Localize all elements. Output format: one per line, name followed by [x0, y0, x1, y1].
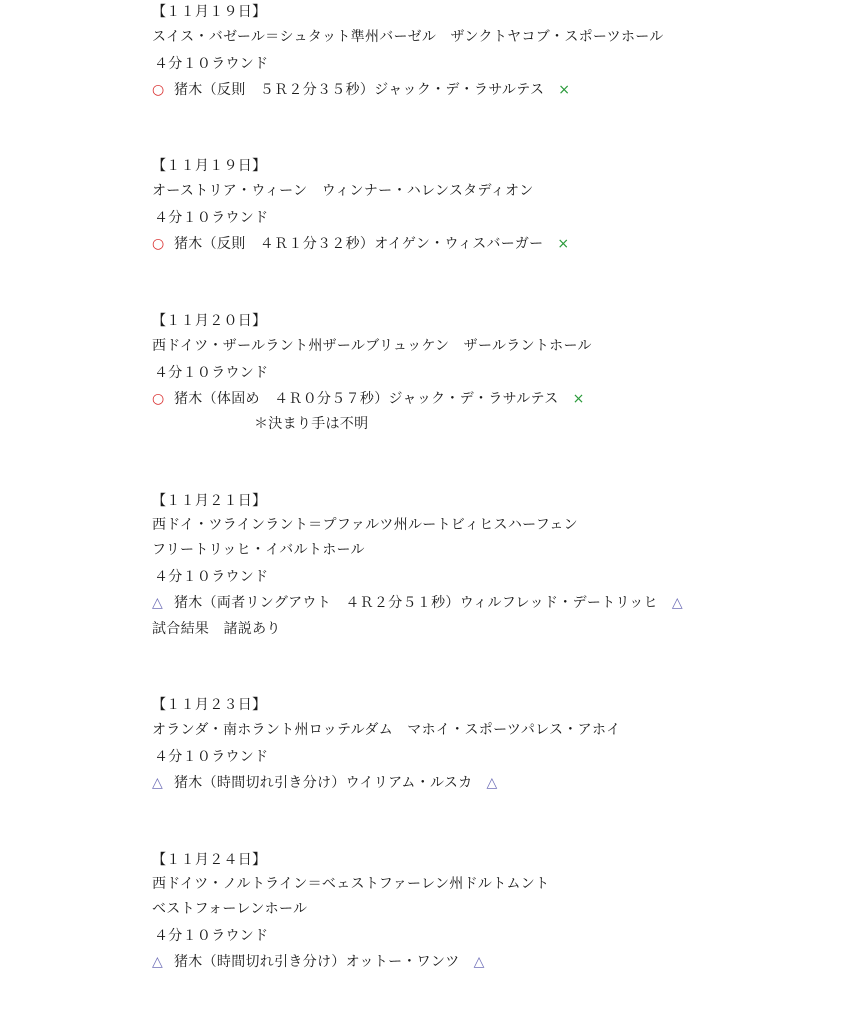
match-venue: ベストフォーレンホール	[152, 901, 308, 917]
match-rounds: ４分１０ラウンド	[154, 928, 269, 944]
result-text: 猪木（体固め ４Ｒ０分５７秒）ジャック・デ・ラサルテス	[174, 391, 559, 407]
match-note: 試合結果 諸説あり	[152, 621, 281, 637]
result-text: 猪木（時間切れ引き分け）オットー・ワンツ	[174, 954, 460, 970]
match-date: 【１１月２０日】	[152, 313, 267, 329]
match-venue: スイス・バゼール＝シュタット準州バーゼル ザンクトヤコブ・スポーツホール	[152, 29, 664, 45]
win-mark-icon: ○	[152, 391, 165, 407]
draw-mark-icon: △	[152, 775, 164, 791]
match-date: 【１１月２３日】	[152, 697, 267, 713]
match-result	[152, 593, 683, 613]
lose-mark-icon: ×	[558, 82, 571, 98]
lose-mark-icon: ×	[557, 236, 570, 252]
match-date: 【１１月２１日】	[152, 493, 267, 509]
draw-mark-icon: △	[486, 775, 498, 791]
match-result	[152, 952, 485, 972]
draw-mark-icon: △	[473, 954, 485, 970]
win-mark-icon: ○	[152, 236, 165, 252]
match-venue: オーストリア・ウィーン ウィンナー・ハレンスタディオン	[152, 183, 534, 199]
match-venue: 西ドイツ・ノルトライン＝ベェストファーレン州ドルトムント	[152, 876, 550, 892]
match-date: 【１１月１９日】	[152, 158, 267, 174]
draw-mark-icon: △	[671, 595, 683, 611]
match-result	[152, 234, 569, 254]
match-date: 【１１月１９日】	[152, 4, 267, 20]
match-venue: オランダ・南ホラント州ロッテルダム マホイ・スポーツパレス・アホイ	[152, 722, 621, 738]
match-result	[152, 389, 585, 409]
result-text: 猪木（反則 ４Ｒ１分３２秒）オイゲン・ウィスバーガー	[174, 236, 544, 252]
result-text: 猪木（反則 ５Ｒ２分３５秒）ジャック・デ・ラサルテス	[174, 82, 545, 98]
match-venue: 西ドイ・ツラインラント＝プファルツ州ルートビィヒスハーフェン	[152, 517, 578, 533]
result-text: 猪木（両者リングアウト ４Ｒ２分５１秒）ウィルフレッド・デートリッヒ	[174, 595, 658, 611]
match-venue: 西ドイツ・ザールラント州ザールブリュッケン ザールラントホール	[152, 338, 592, 354]
match-date: 【１１月２４日】	[152, 852, 267, 868]
match-rounds: ４分１０ラウンド	[154, 56, 269, 72]
match-rounds: ４分１０ラウンド	[154, 210, 269, 226]
lose-mark-icon: ×	[572, 391, 585, 407]
match-result	[152, 80, 570, 100]
win-mark-icon: ○	[152, 82, 165, 98]
result-text: 猪木（時間切れ引き分け）ウイリアム・ルスカ	[174, 775, 473, 791]
match-rounds: ４分１０ラウンド	[154, 749, 269, 765]
match-rounds: ４分１０ラウンド	[154, 569, 269, 585]
match-note: ＊決まり手は不明	[254, 416, 369, 432]
draw-mark-icon: △	[152, 595, 164, 611]
match-result	[152, 773, 498, 793]
match-venue: フリートリッヒ・イバルトホール	[152, 542, 365, 558]
draw-mark-icon: △	[152, 954, 164, 970]
match-rounds: ４分１０ラウンド	[154, 365, 269, 381]
